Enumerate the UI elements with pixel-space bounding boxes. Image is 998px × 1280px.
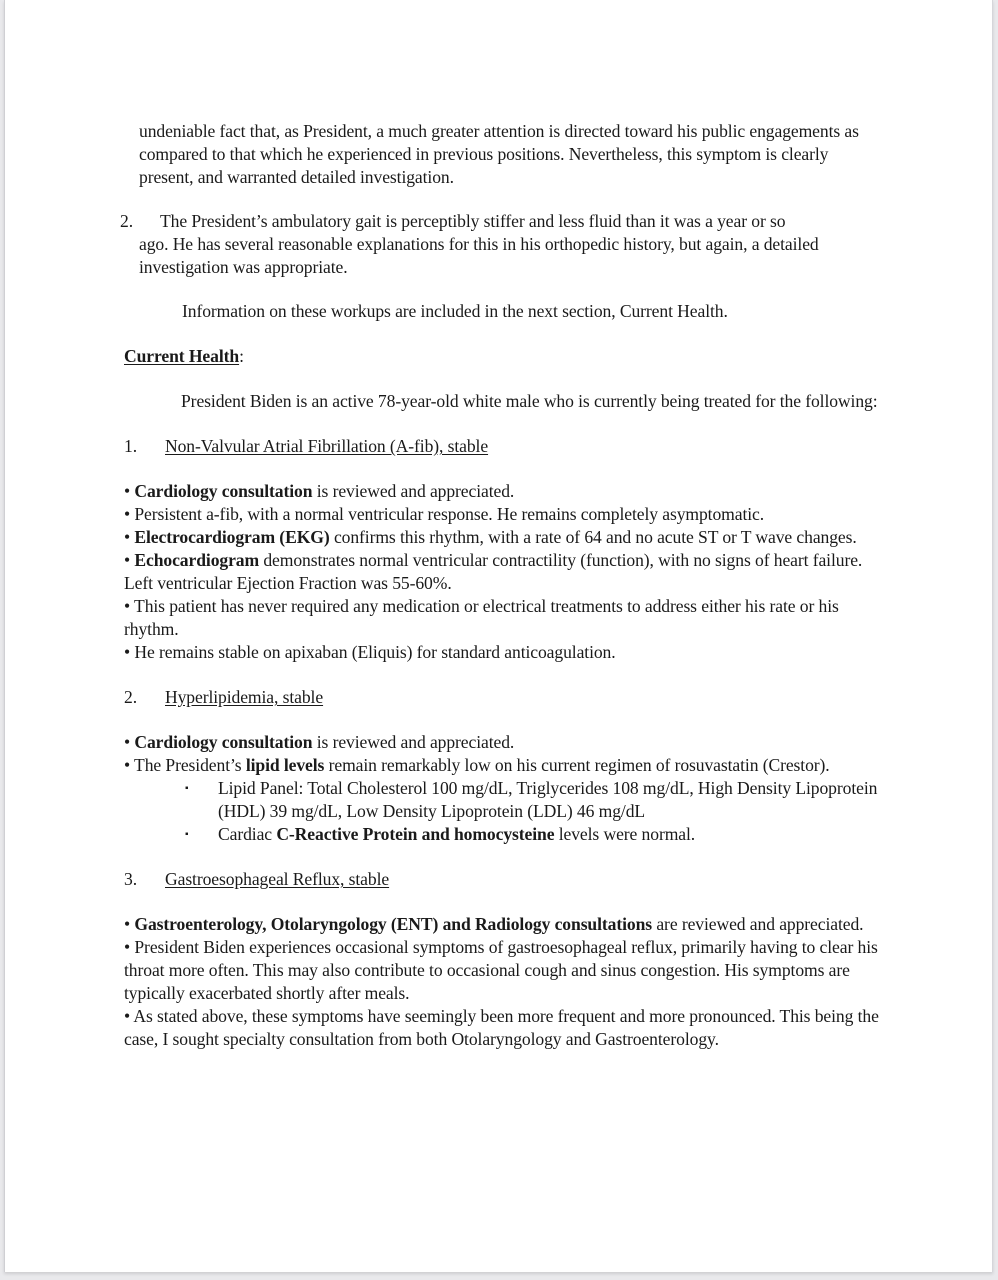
bullet-item: • Gastroenterology, Otolaryngology (ENT) and Radiology consultations are reviewed and appreciated. [124,914,864,934]
bullet-icon: • [124,755,131,775]
condition-heading: 1. Non-Valvular Atrial Fibrillation (A-fib), stable [124,436,489,456]
condition-heading: 3. Gastroesophageal Reflux, stable [124,869,390,889]
lipid-sub-list [124,777,885,846]
bullet-item: • Persistent a-fib, with a normal ventricular response. He remains completely asymptomatic. [124,504,765,524]
bullet-icon: • [124,937,131,957]
bullet-icon: • [124,732,131,752]
bullet-icon: • [124,914,131,934]
item2-rest: ago. He has several reasonable explanations for this in his orthopedic history, but again, a detailed investigation was appropriate. [139,234,819,277]
intro-continuation: undeniable fact that, as President, a much greater attention is directed toward his public engagements as compared to that which he experienced in previous positions. Nevertheless, this symptom is clearly present, and warranted detailed investigation. [139,121,859,187]
bullet-icon: • [124,1006,131,1026]
bullet-icon: • [124,642,131,662]
bullet-item: • He remains stable on apixaban (Eliquis) for standard anticoagulation. [124,642,616,662]
bullet-icon: • [124,527,131,547]
sub-bullet-item: ▪ Lipid Panel: Total Cholesterol 100 mg/dL, Triglycerides 108 mg/dL, High Density Lipoprotein (HDL) 39 mg/dL, Low Density Lipoprotein (LDL) 46 mg/dL [185,778,878,821]
bullet-item: • The President’s lipid levels remain remarkably low on his current regimen of rosuvastatin (Crestor). [124,755,830,775]
item2-number: 2. [120,211,133,231]
bullet-icon: • [124,481,131,501]
square-bullet-icon: ▪ [185,829,189,840]
bullet-item: • President Biden experiences occasional symptoms of gastroesophageal reflux, primarily having to clear his throat more often. This may also contribute to occasional cough and sinus congestion. His symptoms are typically exacerbated shortly after meals. [124,937,878,1003]
document-page [4,0,993,1272]
bullet-icon: • [124,596,131,616]
condition-heading: 2. Hyperlipidemia, stable [124,687,324,707]
workups-note: Information on these workups are included in the next section, Current Health. [182,301,728,321]
bullet-item: • Echocardiogram demonstrates normal ventricular contractility (function), with no signs of heart failure. Left ventricular Ejection Fraction was 55-60%. [124,550,863,593]
square-bullet-icon: ▪ [185,783,189,794]
condition-gerd [120,868,885,1051]
current-health-heading: Current Health: [124,346,244,366]
condition-hyperlipidemia [120,686,885,846]
sub-bullet-item: ▪ Cardiac C-Reactive Protein and homocysteine levels were normal. [185,824,696,844]
document-body [120,120,885,1051]
item2-first-line: 2. The President’s ambulatory gait is perceptibly stiffer and less fluid than it was a year or so [120,211,786,231]
current-health-intro: President Biden is an active 78-year-old white male who is currently being treated for the following: [181,391,878,411]
bullet-item: • Electrocardiogram (EKG) confirms this rhythm, with a rate of 64 and no acute ST or T wave changes. [124,527,857,547]
bullet-item: • Cardiology consultation is reviewed and appreciated. [124,481,515,501]
bullet-icon: • [124,504,131,524]
numbered-item-2 [120,210,885,279]
bullet-item: • This patient has never required any medication or electrical treatments to address either his rate or his rhythm. [124,596,839,639]
bullet-item: • Cardiology consultation is reviewed and appreciated. [124,732,515,752]
condition-afib [120,435,885,664]
bullet-icon: • [124,550,131,570]
bullet-item: • As stated above, these symptoms have seemingly been more frequent and more pronounced. This being the case, I sought specialty consultation from both Otolaryngology and Gastroenterology. [124,1006,879,1049]
